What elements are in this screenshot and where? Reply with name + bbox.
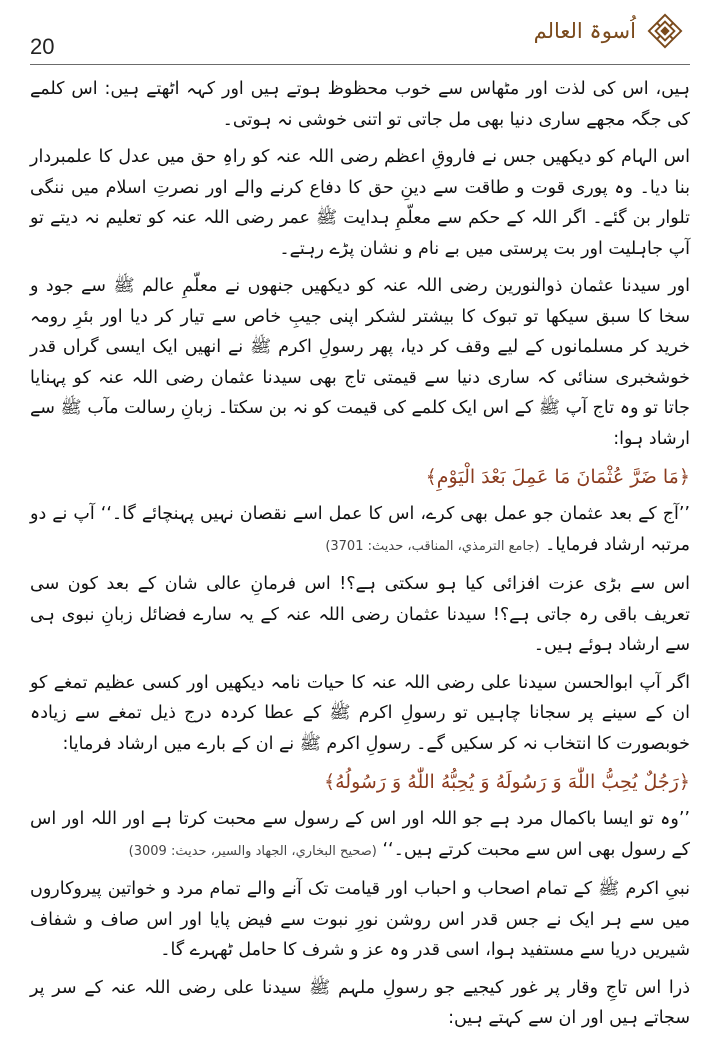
paragraph-9: ذرا اس تاجِ وقار پر غور کیجیے جو رسولِ ملہم ﷺ سیدنا علی رضی اللہ عنہ کے سر پر سجاتے ہیں اور ان سے کہتے ہیں:: [30, 977, 690, 1028]
paragraph-7: [30, 804, 690, 867]
translation-1: ’’آج کے بعد عثمان جو عمل بھی کرے، اس کا عمل اسے نقصان نہیں پہنچائے گا۔‘‘ آپ نے دو مرتبہ ارشاد فرمایا۔: [30, 504, 690, 555]
paragraph-4: [30, 499, 690, 562]
header-rule: [30, 64, 690, 65]
paragraph-2: اس الہام کو دیکھیں جس نے فاروقِ اعظم رضی اللہ عنہ کو راہِ حق میں عدل کا علمبردار بنا دیا۔ وہ پوری قوت و طاقت سے دینِ حق کا دفاع کرنے والے اور نصرتِ اسلام میں ننگی تلوار بن گئے۔ اگر اللہ کے حکم سے معلّمِ ہدایت ﷺ عمر رضی اللہ عنہ کو تعلیم نہ دیتے تو آپ جاہلیت اور بت پرستی میں بے نام و نشان پڑے رہتے۔: [30, 147, 690, 259]
running-header: [534, 12, 684, 50]
reference-2: (صحيح البخاري، الجهاد والسير، حديث: 3009): [128, 843, 377, 859]
book-title: اُسوۃ العالم: [533, 19, 636, 43]
paragraph-6: اگر آپ ابوالحسن سیدنا علی رضی اللہ عنہ کا حیات نامہ دیکھیں اور کسی عظیم تمغے کو ان کے سینے پر سجانا چاہیں تو رسولِ اکرم ﷺ کے عطا کردہ درج ذیل تمغے سے زیادہ خوبصورت کا انتخاب نہ کر سکیں گے۔ رسولِ اکرم ﷺ نے ان کے بارے میں ارشاد فرمایا:: [30, 672, 690, 754]
paragraph-8: نبیِ اکرم ﷺ کے تمام اصحاب و احباب اور قیامت تک آنے والے تمام مرد و خواتین پیروکاروں میں سے ہر ایک نے جس قدر اس روشن نورِ نبوت سے فیض پایا اور اس صاف و شفاف شیریں دریا سے مستفید ہوا، اسی قدر وہ عز و شرف کا حامل ٹھہرے گا۔: [30, 879, 690, 960]
arabic-hadith-1: ﴿مَا ضَرَّ عُثْمَانَ مَا عَمِلَ بَعْدَ الْيَوْمِ﴾: [425, 466, 690, 488]
paragraph-1: ہیں، اس کی لذت اور مٹھاس سے خوب محظوظ ہوتے ہیں اور کہہ اٹھتے ہیں: اس کلمے کی جگہ مجھے ساری دنیا بھی مل جاتی تو اتنی خوشی نہ ہوتی۔: [30, 79, 690, 130]
arabic-hadith-2: ﴿رَجُلٌ يُحِبُّ اللّٰهَ وَ رَسُولَهُ وَ يُحِبُّهُ اللّٰهُ وَ رَسُولُهُ﴾: [323, 771, 690, 793]
translation-2: ’’وہ تو ایسا باکمال مرد ہے جو اللہ اور اس کے رسول سے محبت کرتا ہے اور اللہ اور اس کے رسول بھی اس سے محبت کرتے ہیں۔‘‘: [30, 809, 690, 860]
paragraph-3: اور سیدنا عثمان ذوالنورین رضی اللہ عنہ کو دیکھیں جنھوں نے معلّمِ عالم ﷺ سے جود و سخا کا سبق سیکھا تو تبوک کا بیشتر لشکر اپنی جیبِ خاص سے تیار کر دیا اور بئرِ رومہ خرید کر مسلمانوں کے لیے وقف کر دیا، پھر رسولِ اکرم ﷺ نے انھیں ایک ایسی گراں قدر خوشخبری سنائی کہ ساری دنیا سے قیمتی تاج بھی سیدنا عثمان رضی اللہ عنہ کو پہنایا جاتا تو وہ تاج آپ ﷺ کے اس ایک کلمے کی قیمت کو نہ بن سکتا۔ زبانِ رسالت مآب ﷺ سے ارشاد ہوا:: [30, 276, 690, 449]
page-body: [30, 74, 690, 1041]
book-logo-icon: [646, 12, 684, 50]
page-number: 20: [30, 34, 55, 59]
reference-1: (جامع الترمذي، المناقب، حديث: 3701): [325, 538, 540, 554]
paragraph-5: اس سے بڑی عزت افزائی کیا ہو سکتی ہے؟! اس فرمانِ عالی شان کے بعد کون سی تعریف باقی رہ جاتی ہے؟! سیدنا عثمان رضی اللہ عنہ کے یہ سارے فضائل زبانِ نبوی ہی سے ارشاد ہوئے ہیں۔: [30, 574, 690, 655]
